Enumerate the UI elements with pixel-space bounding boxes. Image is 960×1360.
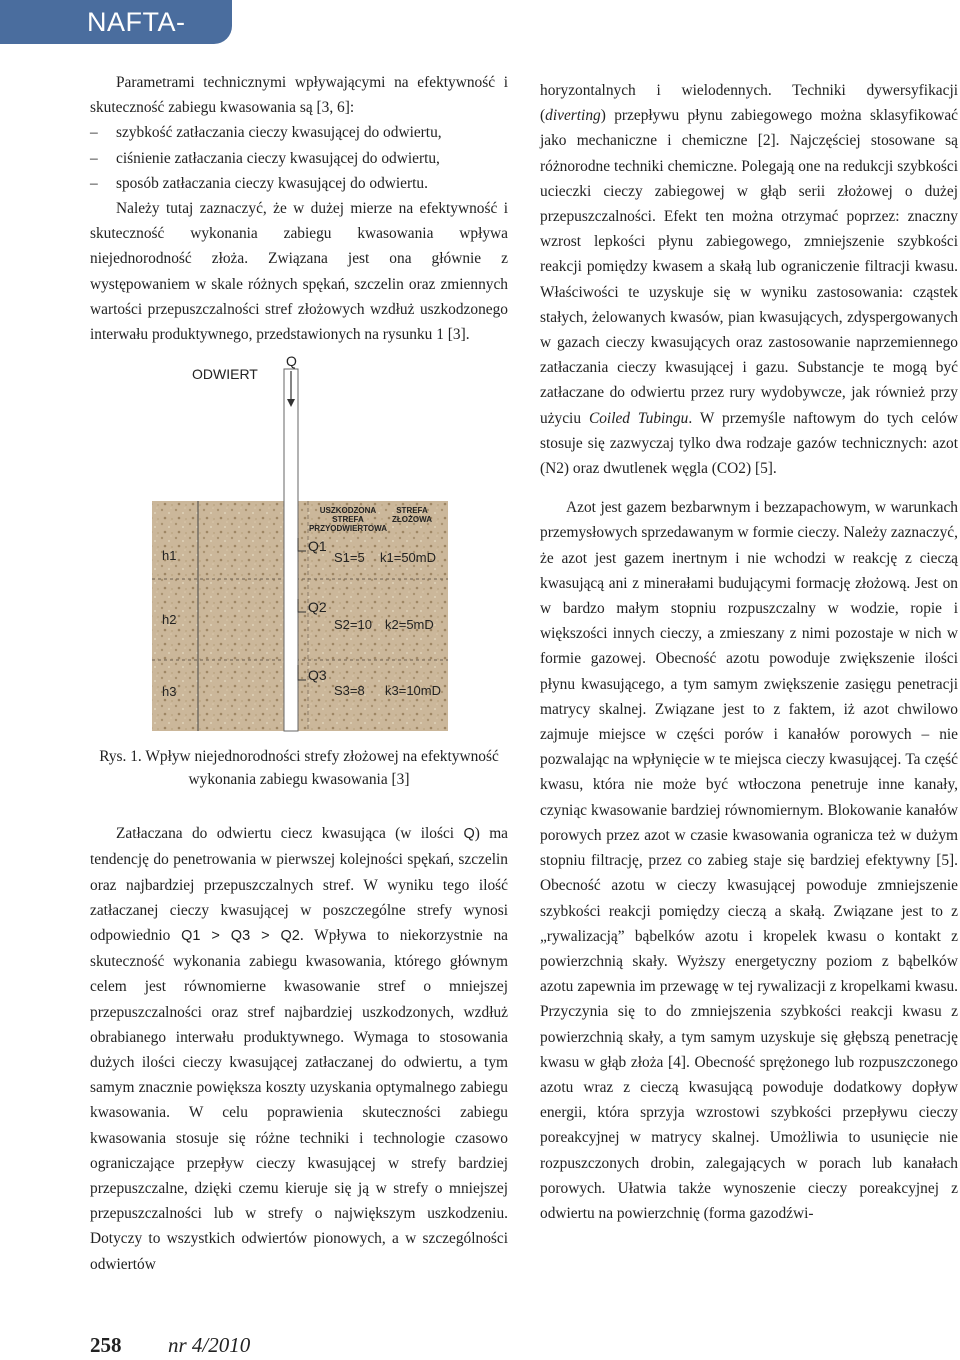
list-item: – szybkość zatłaczania cieczy kwasującej do odwiertu,	[90, 120, 508, 145]
damaged-zone-label: PRZYODWIERTOWA	[308, 524, 388, 534]
text-span: ) przepływu płynu zabiegowego można sklasyfikować jako mechaniczne i chemiczne [2]. Najczęściej stosowane są różnorodne techniki chemiczne. Polegają one na redukcji szybkości ucieczki cieczy zabiegowej w głąb serii złożowej o dużej przepuszczalności. Efekt ten można otrzymać poprzez: znaczny wzrost lepkości płynu zabiegowego, zmniejszenie szybkości reakcji pomiędzy kwasem a skałą lub ograniczenie filtracji kwasu. Właściwości te uzyskuje się w wyniku zastosowania: cząstek stałych, żelowanych kwasów, pian kwasujących, zdyspergowanych w gazach cieczy kwasujących oraz zastosowanie naprzemiennego zatłaczania cieczy kwasującej i gazu. Substancje te mogą być zatłaczane do odwiertu przez rury wydobywcze, jak również przy użyciu	[540, 107, 958, 427]
flow-label: Q	[286, 353, 297, 370]
layer-flow: Q2	[308, 599, 327, 616]
paragraph-nitrogen: Azot jest gazem bezbarwnym i bezzapachowym, w warunkach przemysłowych sprzedawanym w formie cieczy. Należy zaznaczyć, że azot jest gazem inertnym i nie wchodzi w reakcję z cieczą kwasującą ani z minerałami budującymi formację złożową. Jest on w bardzo małym stopniu rozpuszczalny w wodzie, ropie i większości innych cieczy, a zmieszany z nimi pozostaje w nich w formie gazowej. Obecność azotu powoduje zwiększenie ilości płynu kwasującego, a tym samym zwiększenie zasięgu penetracji matrycy skalnej. Związane jest to z faktem, iż azot chwilowo zajmuje miejsce w części porów i kanałów porowych – nie pozwalając na wpłynięcie w te miejsca cieczy kwasującej. Ta część kwasu, która nie może być wtłoczona penetruje inne kanały, czyniąc kwasowanie bardziej równomiernym. Blokowanie kanałów porowych przez azot w czasie kwasowania ogranicza też w dużym stopniu filtrację, przez co zabieg staje się bardziej efektywny [5]. Obecność azotu w cieczy kwasującej powoduje zmniejszenie szybkości reakcji pomiędzy cieczą a skałą. Związane jest to z „rywalizacją” bąbelków azotu i kropelek kwasu o kontakt z powierzchnią skały. Wyższy energetyczny poziom z bąbelków azotu zapewnia im przewagę w tej rywalizacji z kropelkami kwasu. Przyczynia się to do zmniejszenia szybkości reakcji kwasu z powierzchnią skały, a tym samym uzyskuje się głębszą penetrację kwasu w głąb złoża [4]. Obecność sprężonego lub rozpuszczonego azotu wraz z cieczą kwasującą powoduje dodatkowy dopływ energii, która sprzyja wzrostowi szybkości przepływu cieczy poreakcyjnej w matrycy skalnej. Umożliwia to usunięcie nie rozpuszczonych drobin, zalegających w porach lub kanałach porowych. Ułatwia także wynoszenie cieczy poreakcyjnej z odwiertu na powierzchnię (forma gazodźwi-	[540, 499, 958, 1222]
list-item: – sposób zatłaczania cieczy kwasującej do odwiertu.	[90, 171, 508, 196]
layer-skin: S2=10	[334, 617, 372, 633]
list-item: – ciśnienie zatłaczania cieczy kwasującej do odwiertu,	[90, 146, 508, 171]
figure-caption: Rys. 1. Wpływ niejednorodności strefy złożowej na efektywność wykonania zabiegu kwasowania [3]	[99, 748, 499, 789]
damaged-zone-label: STREFA	[332, 515, 364, 525]
well-label: ODWIERT	[192, 366, 258, 383]
journal-name: NAFTA-GAZ	[87, 7, 186, 81]
layer-thickness: h3	[162, 684, 177, 700]
paragraph-heterogeneity: Należy tutaj zaznaczyć, że w dużej mierze na efektywność i skuteczność wykonania zabiegu kwasowania wpływa niejednorodność złoża. Związana jest ona głównie z występowaniem w skale różnych spękań, szczelin oraz zmiennych wartości przepuszczalności stref złożowych wzdłuż uszkodzonego interwału produktywnego, przedstawionych na rysunku 1 [3].	[90, 200, 508, 344]
flow-relation: Q1 > Q3 > Q2	[181, 928, 300, 945]
symbol-q: Q	[463, 826, 475, 843]
right-column	[540, 78, 958, 1226]
text-span: horyzontalnych i wielodennych. Techniki dywersyfikacji (	[540, 82, 958, 125]
figure-1	[90, 353, 508, 745]
layer-skin: S3=8	[334, 683, 365, 699]
layer-flow: Q3	[308, 667, 327, 684]
paragraph-flow-distribution	[90, 821, 508, 1277]
layer-permeability: k1=50mD	[380, 550, 436, 566]
layer-flow: Q1	[308, 538, 327, 555]
well-diagram	[90, 353, 508, 745]
issue-number: nr 4/2010	[168, 1333, 251, 1357]
wellbore	[284, 369, 298, 731]
layer-skin: S1=5	[334, 550, 365, 566]
layer-permeability: k3=10mD	[385, 683, 441, 699]
formation-zone-label: STREFA	[396, 506, 428, 516]
italic-term: Coiled Tubingu	[588, 409, 689, 427]
layer-thickness: h1	[162, 548, 177, 564]
layer-thickness: h2	[162, 612, 177, 628]
journal-header	[0, 0, 232, 81]
page-number: 258	[90, 1333, 122, 1357]
parameter-list	[90, 120, 508, 196]
text-span: . Wpływa to niekorzystnie na skuteczność wykonania zabiegu kwasowania, którego głównym celem jest równomierne kwasowanie stref o mniejszej przepuszczalności oraz stref najbardziej uszkodzonych, wzdłuż obrabianego interwału produktywnego. Wymaga to stosowania dużych ilości cieczy kwasującej zatłaczanej do odwiertu, a tym samym znacznie powiększa koszty uzyskania optymalnego zabiegu kwasowania. W celu poprawienia skuteczności zabiegu kwasowania stosuje się różne techniki i technologie czasowo ograniczające przepływ cieczy kwasującej w strefy bardziej przepuszczalne, dzięki czemu kieruje się ją w strefy o mniejszej przepuszczalności lub w strefy o największym uszkodzeniu. Dotyczy to wszystkich odwiertów pionowych, a w szczególności odwiertów	[90, 927, 508, 1273]
italic-term: diverting	[545, 107, 601, 125]
formation-zone-label: ZŁOŻOWA	[392, 515, 432, 525]
text-span: ) ma tendencję do penetrowania w pierwszej kolejności spękań, szczelin oraz najbardziej przepuszczalnych stref. W wyniku tego ilość zatłaczanej cieczy kwasującej w poszczególne strefy wynosi odpowiednio	[90, 825, 508, 945]
layer-permeability: k2=5mD	[385, 617, 434, 633]
paragraph-diverting	[540, 78, 958, 481]
text-span: Zatłaczana do odwiertu ciecz kwasująca (w ilości	[116, 825, 464, 843]
intro-paragraph: Parametrami technicznymi wpływającymi na efektywność i skuteczność zabiegu kwasowania są [3, 6]:	[90, 74, 508, 117]
damaged-zone-label: USZKODZONA	[319, 506, 377, 516]
left-column	[90, 70, 508, 1277]
text-span: . W przemyśle naftowym do tych celów stosuje się zazwyczaj tylko dwa rodzaje gazów technicznych: azot (N2) oraz dwutlenek węgla (CO2) [5].	[540, 409, 958, 478]
